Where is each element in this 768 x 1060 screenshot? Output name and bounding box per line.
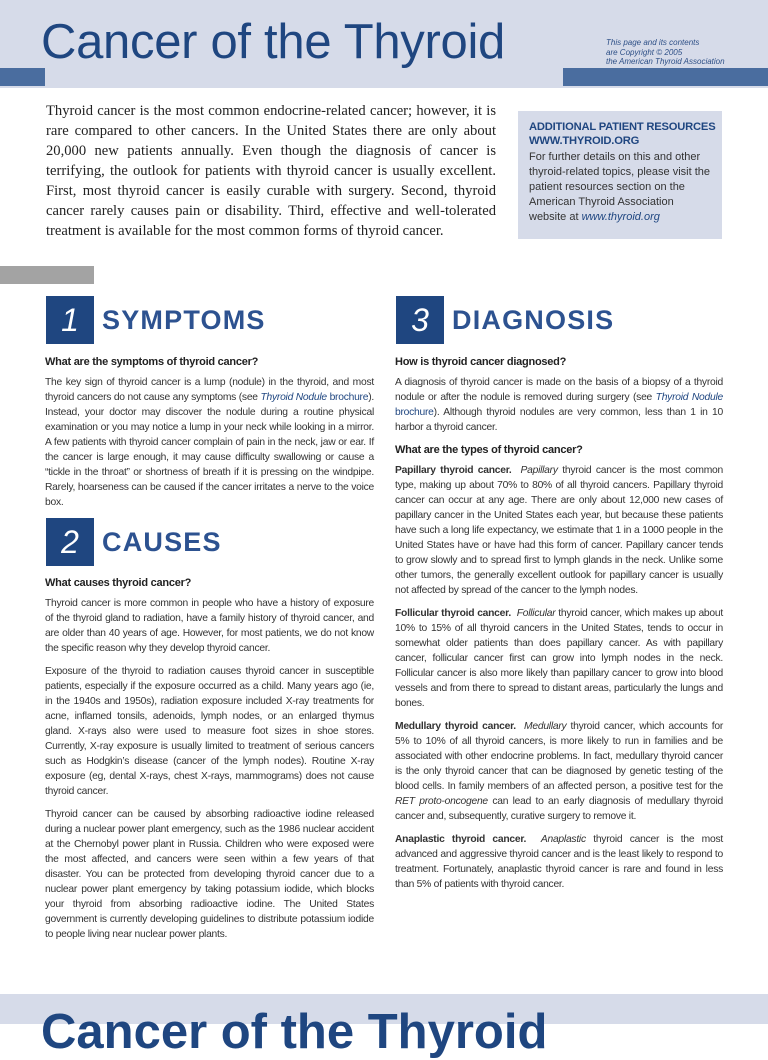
brochure-link[interactable]: brochure xyxy=(329,392,369,403)
follicular-paragraph: Follicular thyroid cancer. Follicular thyroid cancer, which makes up about 10% to 15% of all thyroid cancers in the United States, tends to occur in somewhat older patients than does papillary cancer. As with papillary cancer, follicular cancer first can grow into lymph nodes in the neck. Follicular cancer is also more likely than papillary cancer to grow into blood vessels and from there to spread to distant areas, particularly the lungs and bones. xyxy=(395,608,723,709)
intro-paragraph: Thyroid cancer is the most common endocrine-related cancer; however, it is rare compared to other cancers. In the United States there are only about 20,000 new patients annually. Even though the diagnosis of cancer is terrifying, the outlook for patients with thyroid cancer is usually excellent. First, most thyroid cancer is easily curable with surgery. Second, thyroid cancer rarely causes pain or disability. Third, effective and well-tolerated treatment is available for the most common forms of thyroid cancer. xyxy=(46,103,496,239)
section-number-2: 2 xyxy=(46,518,94,566)
section-number-1: 1 xyxy=(46,296,94,344)
medullary-paragraph: Medullary thyroid cancer. Medullary thyroid cancer, which accounts for 5% to 10% of all thyroid cancers, is more likely to run in families and be associated with other endocrine problems. In fact, medullary thyroid cancer is the only thyroid cancer that can be diagnosed by genetic testing of the blood cells. In family members of an affected person, a positive test for the RET proto-oncogene can lead to an early diagnosis of medullary thyroid cancer and, subsequently, curative surgery to remove it. xyxy=(395,721,724,822)
causes-body xyxy=(45,576,374,950)
causes-question: What causes thyroid cancer? xyxy=(45,577,192,589)
resources-box xyxy=(518,111,722,239)
causes-paragraph-1: Thyroid cancer is more common in people who have a history of exposure of the thyroid gland to radiation, have a family history of thyroid cancer, and are older than 40 years of age. However, for most patients, we do not know the specific reason why they develop thyroid cancer. xyxy=(45,598,374,654)
resources-text: For further details on this and other thyroid-related topics, please visit the patient resources section on the American Thyroid Association website at www.thyroid.org xyxy=(529,151,710,223)
diagnosis-title: DIAGNOSIS xyxy=(452,304,615,335)
thyroid-nodule-link-2[interactable]: Thyroid Nodule xyxy=(655,392,723,403)
diagnosis-body xyxy=(395,355,723,900)
brochure-link-2[interactable]: brochure xyxy=(395,407,434,418)
thyroid-nodule-link[interactable]: Thyroid Nodule xyxy=(260,392,327,403)
causes-title: CAUSES xyxy=(102,526,222,557)
resources-title: ADDITIONAL PATIENT RESOURCES xyxy=(529,121,716,133)
section-divider-bar xyxy=(0,266,94,284)
copyright-notice: This page and its contents are Copyright © 2005 the American Thyroid Association xyxy=(606,38,725,66)
causes-header xyxy=(46,518,222,566)
footer-title: Cancer of the Thyroid xyxy=(41,1005,548,1059)
diagnosis-question: How is thyroid cancer diagnosed? xyxy=(395,356,567,368)
resources-link[interactable]: www.thyroid.org xyxy=(581,211,660,223)
diagnosis-paragraph: A diagnosis of thyroid cancer is made on the basis of a biopsy of a thyroid nodule or after the nodule is removed during surgery (see Thyroid Nodule brochure). Although thyroid nodules are very common, less than 1 in 10 harbor a thyroid cancer. xyxy=(395,377,723,433)
resources-url[interactable]: WWW.THYROID.ORG xyxy=(529,135,640,147)
symptoms-paragraph: The key sign of thyroid cancer is a lump (nodule) in the thyroid, and most thyroid cancers do not cause any symptoms (see Thyroid Nodule brochure). Instead, your doctor may discover the nodule during a routine physical examination or you may notice a lump in your neck while looking in a mirror. A few patients with thyroid cancer complain of pain in the neck, jaw or ear. If the cancer is large enough, it may cause difficulty swallowing or cause a “tickle in the throat” or shortness of breath if it is pressing on the windpipe. Rarely, hoarseness can be caused if the cancer irritates a nerve to the voice box. xyxy=(45,377,374,508)
diagnosis-header xyxy=(396,296,614,344)
symptoms-body xyxy=(45,355,374,518)
symptoms-question: What are the symptoms of thyroid cancer? xyxy=(45,356,259,368)
header-accent-bar-right xyxy=(563,68,768,86)
symptoms-title: SYMPTOMS xyxy=(102,304,266,335)
anaplastic-paragraph: Anaplastic thyroid cancer. Anaplastic thyroid cancer is the most advanced and aggressive thyroid cancer and is the least likely to respond to treatment. Fortunately, anaplastic thyroid cancer is rare and found in less than 5% of patients with thyroid cancer. xyxy=(395,834,723,890)
page-title: Cancer of the Thyroid xyxy=(41,15,505,69)
header-accent-bar-left xyxy=(0,68,45,86)
symptoms-header xyxy=(46,296,266,344)
section-number-3: 3 xyxy=(396,296,444,344)
causes-paragraph-2: Exposure of the thyroid to radiation causes thyroid cancer in susceptible patients, especially if the exposure occurred as a child. Many years ago (ie, in the 1940s and 1950s), radiation exposure included X-ray treatments for acne, inflamed tonsils, adenoids, lymph nodes, or an enlarged thymus gland. X-rays also were used to measure foot sizes in shoe stores. Currently, X-ray exposure is usually limited to treatment of serious cancers such as Hodgkin’s disease (cancer of the lymph nodes). Routine X-ray exposure (eg, dental X-rays, chest X-rays, mammograms) does not cause thyroid cancer. xyxy=(45,666,374,797)
papillary-paragraph: Papillary thyroid cancer. Papillary thyroid cancer is the most common type, making up about 70% to 80% of all thyroid cancers. Papillary thyroid cancer can occur at any age. There are only about 12,000 new cases of papillary cancer in the United States each year, but because these patients have such a long life expectancy, we estimate that 1 in a 1000 people in the United States have or have had this form of cancer. Papillary cancer tends to grow slowly and to spread first to lymph glands in the neck. Unlike some other tumors, the generally excellent outlook for papillary cancer is usually not affected by spread of the cancer to the lymph nodes. xyxy=(395,465,723,596)
causes-paragraph-3: Thyroid cancer can be caused by absorbing radioactive iodine released during a nuclear power plant emergency, such as the 1986 nuclear accident at the Chernobyl power plant in Russia. Children who were exposed were the most affected, and cancers were seen within a few years of that disaster. You can be protected from developing thyroid cancer due to a nuclear power plant emergency by taking potassium iodide, which blocks your thyroid from absorbing radioactive iodine. The United States government is currently developing guidelines to distribute potassium iodide to people living near nuclear power plants. xyxy=(45,809,374,940)
types-question: What are the types of thyroid cancer? xyxy=(395,444,583,456)
